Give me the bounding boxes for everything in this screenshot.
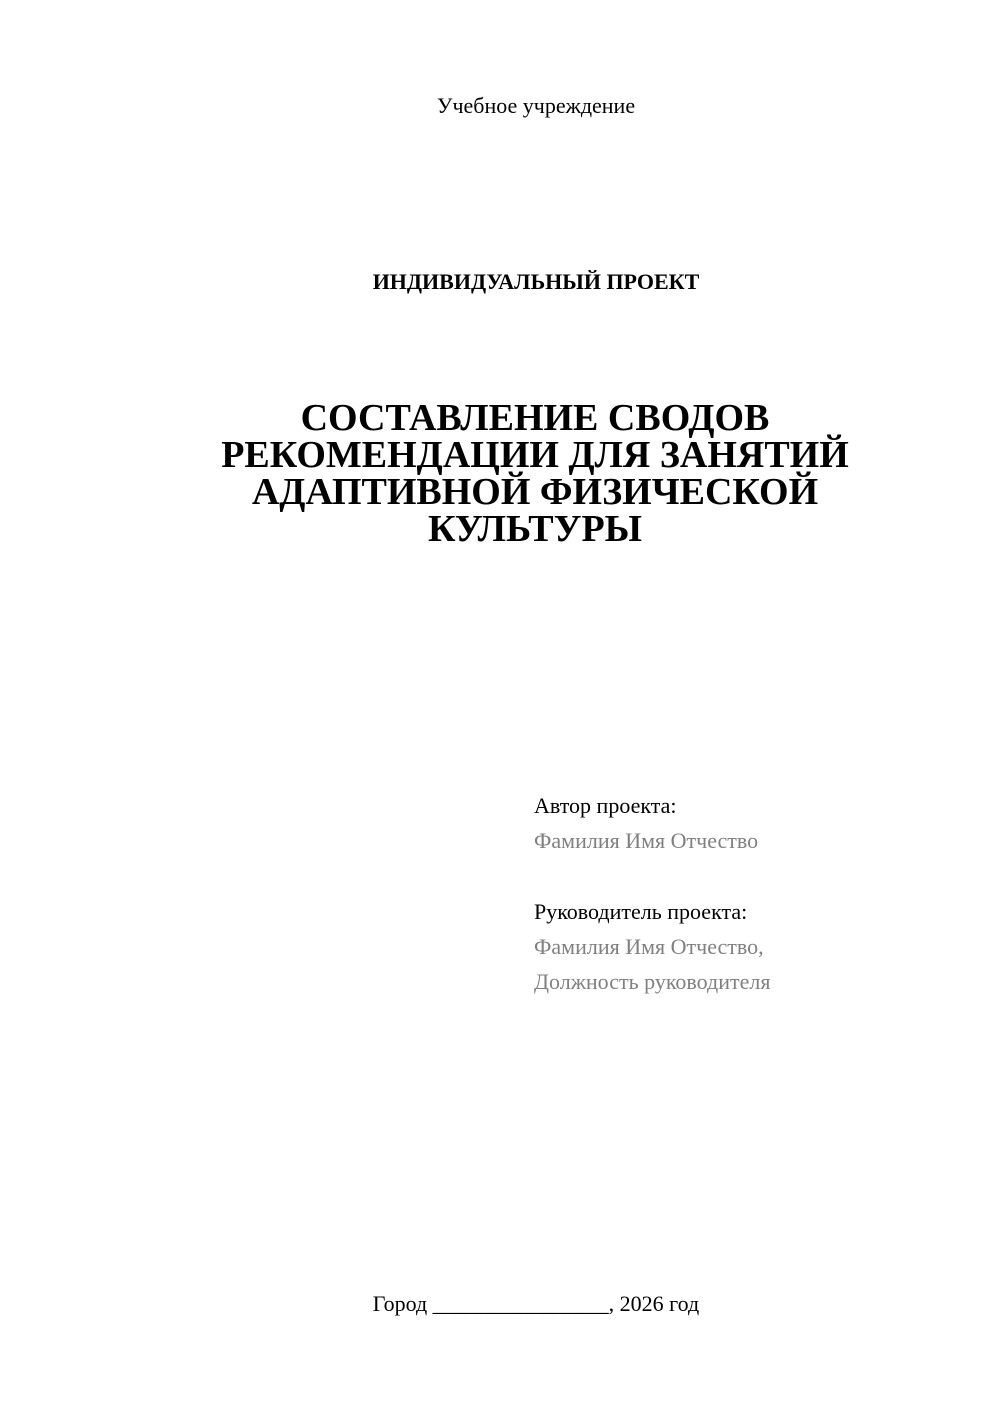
supervisor-label: Руководитель проекта: xyxy=(534,899,748,924)
document-type: ИНДИВИДУАЛЬНЫЙ ПРОЕКТ xyxy=(372,269,700,294)
institution-name: Учебное учреждение xyxy=(436,93,636,118)
author-name: Фамилия Имя Отчество xyxy=(534,828,759,853)
spacer xyxy=(534,858,974,894)
supervisor-position: Должность руководителя xyxy=(534,969,771,994)
project-title-line: КУЛЬТУРЫ xyxy=(427,508,642,550)
supervisor-name: Фамилия Имя Отчество, xyxy=(534,934,764,959)
project-title-line: РЕКОМЕНДАЦИИ ДЛЯ ЗАНЯТИЙ xyxy=(221,434,849,476)
author-label: Автор проекта: xyxy=(534,793,677,818)
project-title-line: АДАПТИВНОЙ ФИЗИЧЕСКОЙ xyxy=(251,471,819,513)
project-title-line: СОСТАВЛЕНИЕ СВОДОВ xyxy=(300,397,770,439)
project-people-block xyxy=(534,788,974,999)
project-title xyxy=(200,397,870,550)
city-year-line: Город ________________, 2026 год xyxy=(372,1291,700,1316)
